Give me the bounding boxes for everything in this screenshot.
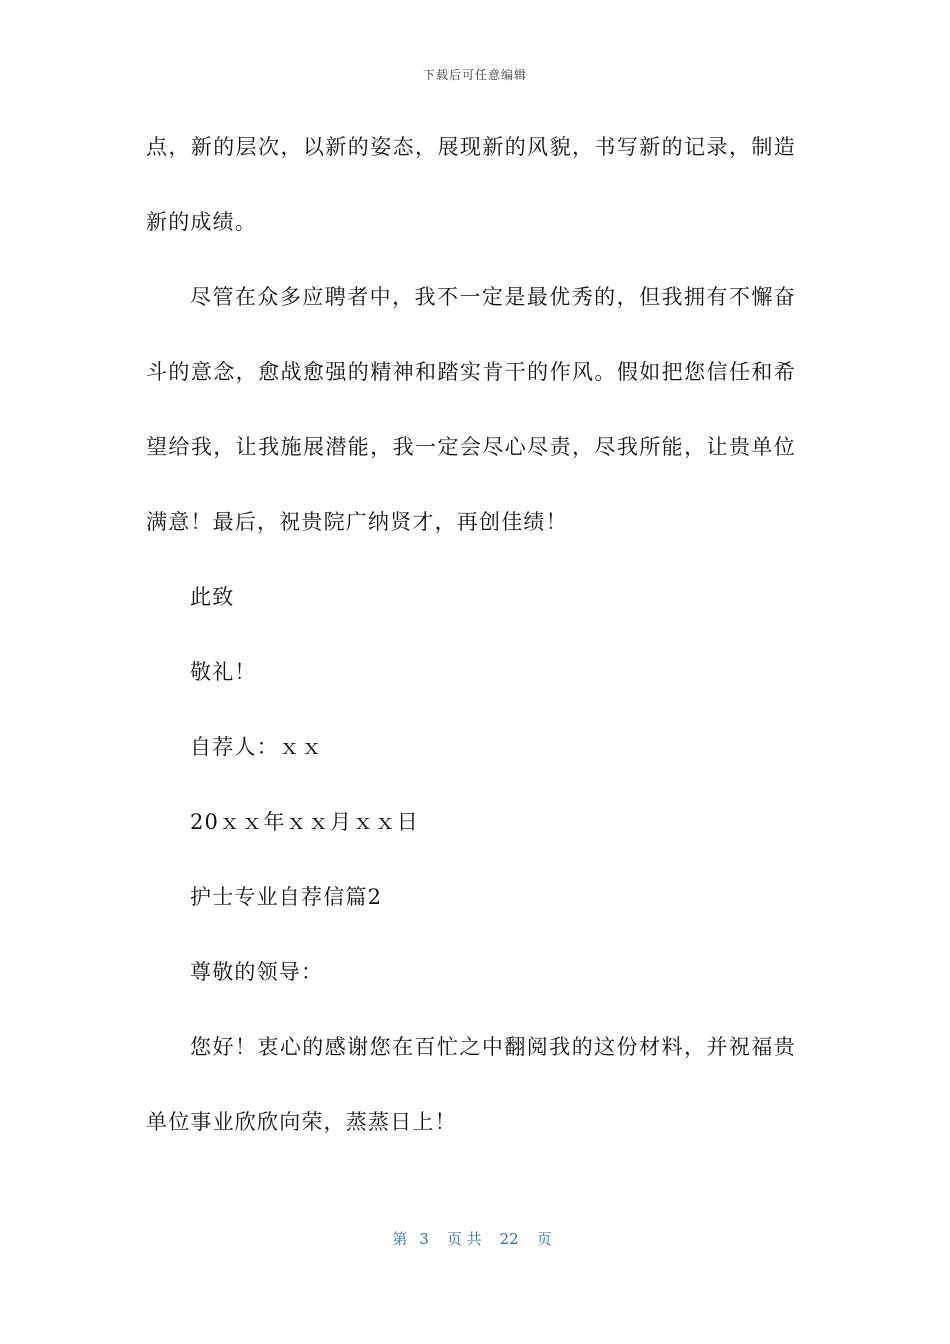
page-header [0,66,950,83]
section-title: 护士专业自荐信篇2 [190,885,383,909]
footer-total-pages: 22 [499,1230,519,1248]
paragraph-line-6: 满意！最后，祝贵院广纳贤才，再创佳绩！ [146,510,568,534]
footer-middle: 页 共 [446,1230,482,1248]
signature-line: 自荐人：ｘｘ [190,735,324,759]
closing-regards: 敬礼！ [190,660,257,684]
paragraph-line-5: 望给我，让我施展潜能，我一定会尽心尽责，尽我所能，让贵单位 [146,435,796,459]
paragraph-line-13: 您好！衷心的感谢您在百忙之中翻阅我的这份材料，并祝福贵 [190,1035,796,1059]
paragraph-line-2: 新的成绩。 [146,210,257,234]
date-line: 20ｘｘ年ｘｘ月ｘｘ日 [190,810,419,834]
paragraph-line-4: 斗的意念，愈战愈强的精神和踏实肯干的作风。假如把您信任和希 [146,360,796,384]
footer-current-page: 3 [419,1230,429,1248]
header-note: 下载后可任意编辑 [422,68,527,82]
paragraph-line-3: 尽管在众多应聘者中，我不一定是最优秀的，但我拥有不懈奋 [190,285,796,309]
document-body [146,122,796,1172]
footer-prefix: 第 [392,1230,408,1248]
closing-salutation: 此致 [190,585,235,609]
paragraph-line-1: 点，新的层次，以新的姿态，展现新的风貌，书写新的记录，制造 [146,135,796,159]
greeting-line: 尊敬的领导： [190,960,324,984]
footer-suffix: 页 [536,1230,552,1248]
page-footer [0,1228,950,1249]
paragraph-line-14: 单位事业欣欣向荣，蒸蒸日上！ [146,1110,457,1134]
